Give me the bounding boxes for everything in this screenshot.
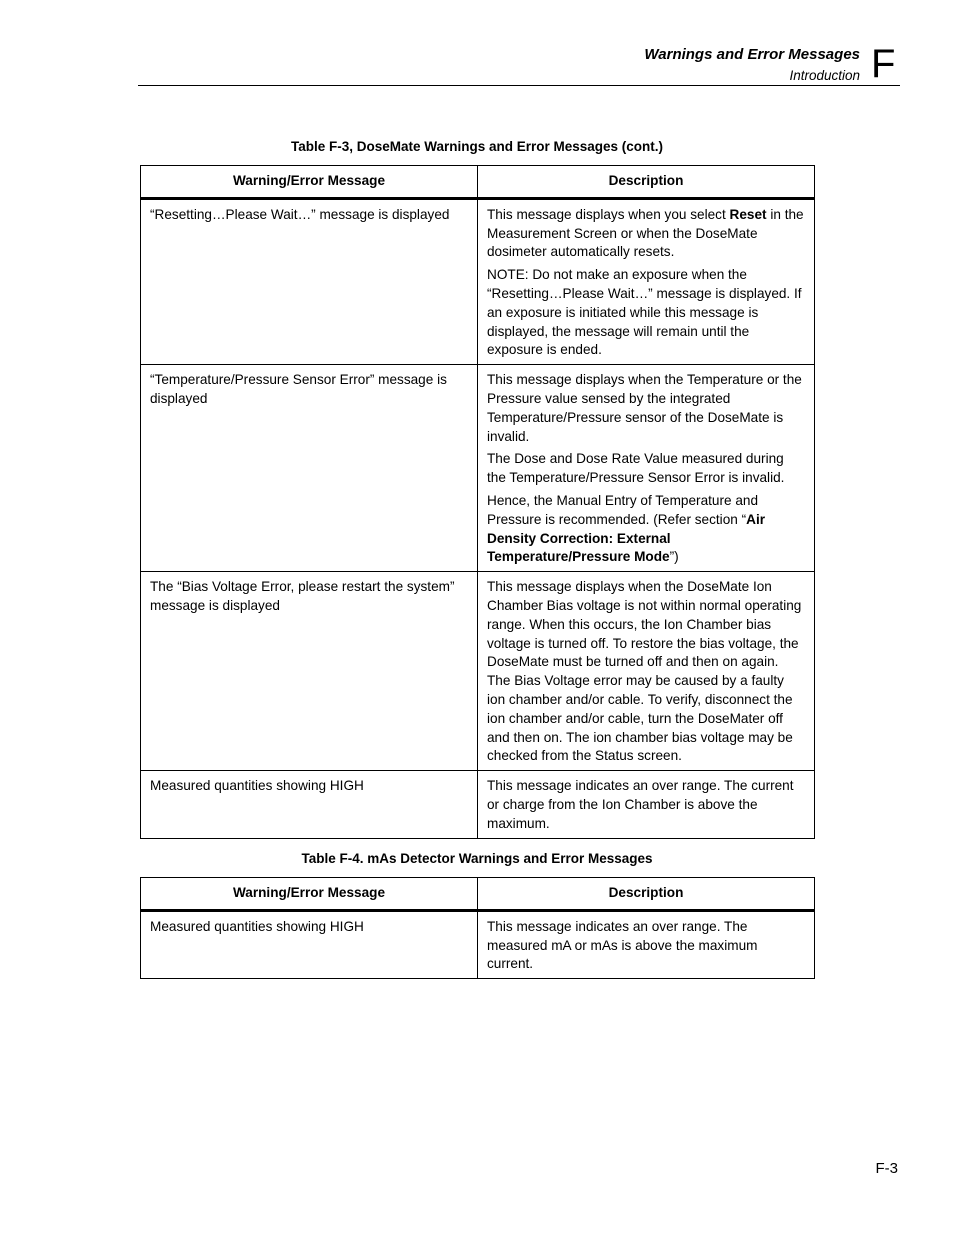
page-number: F-3 — [875, 1160, 898, 1177]
description-cell: This message displays when the DoseMate Ion Chamber Bias voltage is not within normal operating range. When this occurs, the Ion Chamber bias voltage is turned off. To restore the bias voltage, the DoseMate must be turned off and then on again. The Bias Voltage error may be caused by a faulty ion chamber and/or cable. To verify, disconnect the ion chamber and/or cable, turn the DoseMater off and then on. The ion chamber bias voltage may be checked from the Status screen. — [478, 572, 815, 771]
column-header-message: Warning/Error Message — [141, 878, 478, 911]
bold-text: Reset — [729, 206, 767, 222]
column-header-description: Description — [478, 166, 815, 199]
description-cell: This message indicates an over range. The measured mA or mAs is above the maximum current. — [478, 910, 815, 978]
message-cell: Measured quantities showing HIGH — [141, 771, 478, 838]
table-f4 — [140, 877, 815, 979]
header-rule — [138, 85, 900, 86]
table-header-row — [141, 878, 815, 911]
text-span: ”) — [669, 549, 679, 565]
text-span: This message displays when you select — [487, 206, 730, 222]
bold-text: Air Density Correction: External Temperature/Pressure Mode — [487, 511, 766, 565]
table-row — [141, 910, 815, 978]
table-f3-caption: Table F-3, DoseMate Warnings and Error Messages (cont.) — [290, 139, 664, 154]
column-header-message: Warning/Error Message — [141, 166, 478, 199]
section-subtitle: Introduction — [789, 68, 860, 83]
description-cell — [478, 365, 815, 572]
table-header-row — [141, 166, 815, 199]
description-paragraph: This message displays when the Temperature or the Pressure value sensed by the integrated Temperature/Pressure sensor of the DoseMate is invalid. — [487, 372, 802, 444]
message-cell: Measured quantities showing HIGH — [141, 910, 478, 978]
table-row — [141, 771, 815, 838]
description-paragraph — [487, 492, 805, 567]
description-cell: This message indicates an over range. The current or charge from the Ion Chamber is above the maximum. — [478, 771, 815, 838]
description-paragraph: The Dose and Dose Rate Value measured during the Temperature/Pressure Sensor Error is invalid. — [487, 451, 785, 486]
table-row — [141, 572, 815, 771]
chapter-letter: F — [871, 42, 896, 86]
description-paragraph — [487, 206, 805, 262]
description-paragraph: NOTE: Do not make an exposure when the “Resetting…Please Wait…” message is displayed. If an exposure is initiated while this message is displayed, the message will remain until the exposure is ended. — [487, 267, 802, 358]
column-header-description: Description — [478, 878, 815, 911]
text-span: in the Measurement Screen or when the DoseMate dosimeter automatically resets. — [487, 206, 804, 260]
table-row — [141, 365, 815, 572]
description-cell — [478, 198, 815, 364]
message-cell: “Resetting…Please Wait…” message is displayed — [141, 198, 478, 364]
text-span: Hence, the Manual Entry of Temperature and Pressure is recommended. (Refer section “ — [487, 492, 759, 527]
table-row — [141, 198, 815, 364]
message-cell: The “Bias Voltage Error, please restart the system” message is displayed — [141, 572, 478, 771]
message-cell: “Temperature/Pressure Sensor Error” message is displayed — [141, 365, 478, 572]
table-f3 — [140, 165, 815, 839]
table-f4-caption: Table F-4. mAs Detector Warnings and Error Messages — [301, 851, 653, 866]
section-title: Warnings and Error Messages — [644, 46, 860, 63]
